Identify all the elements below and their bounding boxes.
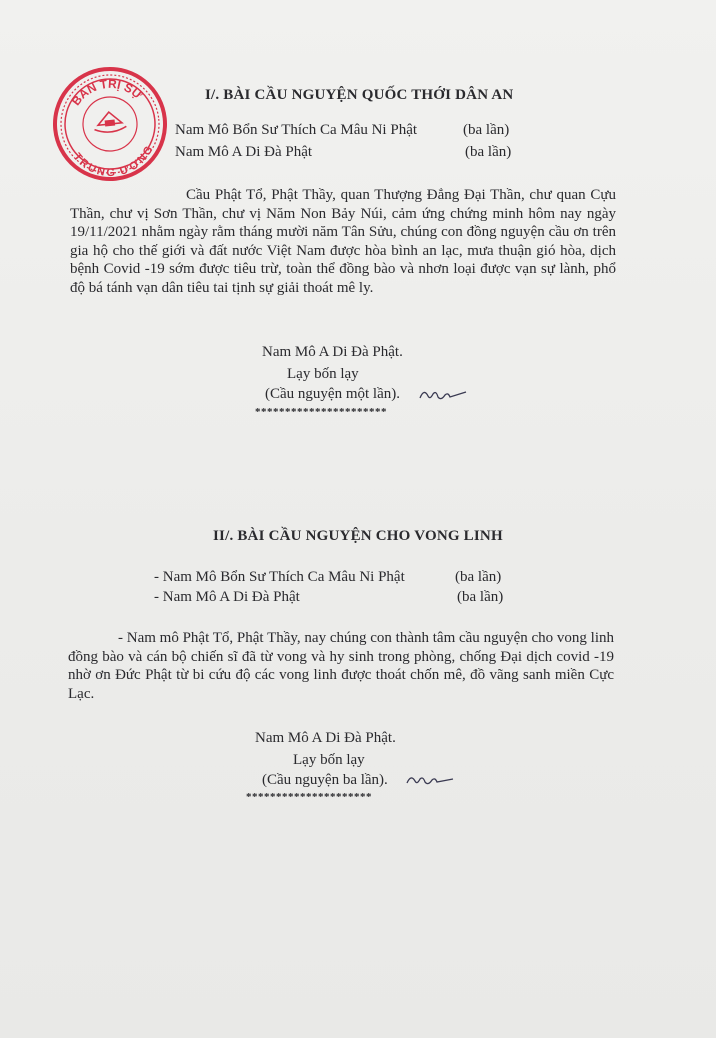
- section-2-invocation-1: - Nam Mô Bổn Sư Thích Ca Mâu Ni Phật: [154, 569, 405, 585]
- official-seal-icon: [44, 58, 176, 190]
- signature-1-icon: [418, 384, 470, 406]
- section-1-invocation-2-count: (ba lần): [465, 144, 512, 160]
- section-2-heading: II/. BÀI CẦU NGUYỆN CHO VONG LINH: [213, 528, 503, 544]
- section-2-closing-1: Nam Mô A Di Đà Phật.: [255, 730, 396, 746]
- section-1-paragraph: Cầu Phật Tổ, Phật Thầy, quan Thượng Đẳng Đại Thần, chư quan Cựu Thần, chư vị Sơn Thần, chư vị Năm Non Bảy Núi, cảm ứng chứng minh hôm nay ngày 19/11/2021 nhằm ngày rằm tháng mười năm Tân Sửu, chúng con đồng nguyện cầu ơn trên gia hộ cho thế giới và đất nước Việt Nam được hòa bình an lạc, mưa thuận gió hòa, dịch bệnh Covid -19 sớm được tiêu trừ, toàn thể đồng bào và nhơn loại được vạn sự lành, phổ độ bá tánh vạn dân tiêu tai tịnh sự giải thoát mê ly.: [70, 187, 616, 296]
- section-1-heading: I/. BÀI CẦU NGUYỆN QUỐC THỚI DÂN AN: [205, 87, 514, 103]
- section-1-stars: **********************: [255, 406, 387, 418]
- section-1-invocation-2: Nam Mô A Di Đà Phật: [175, 144, 313, 160]
- svg-text:TRUNG ƯƠNG: [70, 143, 158, 183]
- seal-top-text: BAN TRỊ SỰ: [68, 76, 146, 109]
- section-1-closing-2: Lạy bốn lạy: [287, 366, 359, 382]
- section-1-closing-3: (Cầu nguyện một lần).: [265, 386, 400, 402]
- section-2-paragraph: - Nam mô Phật Tổ, Phật Thầy, nay chúng con thành tâm cầu nguyện cho vong linh đồng bào và cán bộ chiến sĩ đã từ vong và hy sinh trong phòng, chống Đại dịch covid -19 nhờ ơn Đức Phật từ bi cứu độ các vong linh được thoát chốn mê, đồ vãng sanh miền Cực Lạc.: [68, 630, 614, 702]
- section-2-closing-3: (Cầu nguyện ba lần).: [262, 772, 388, 788]
- section-1-invocation-1: Nam Mô Bổn Sư Thích Ca Mâu Ni Phật: [175, 122, 418, 138]
- section-2-closing-2: Lạy bốn lạy: [293, 752, 365, 768]
- section-2-invocation-1-count: (ba lần): [455, 569, 502, 585]
- signature-2-icon: [405, 770, 457, 792]
- section-2-stars: *********************: [246, 791, 372, 803]
- section-2-invocation-2-count: (ba lần): [457, 589, 504, 605]
- section-1-invocation-1-count: (ba lần): [463, 122, 510, 138]
- seal-bottom-text: TRUNG ƯƠNG: [70, 144, 156, 179]
- section-1-closing-1: Nam Mô A Di Đà Phật.: [262, 344, 403, 360]
- section-2-invocation-2: - Nam Mô A Di Đà Phật: [154, 589, 300, 605]
